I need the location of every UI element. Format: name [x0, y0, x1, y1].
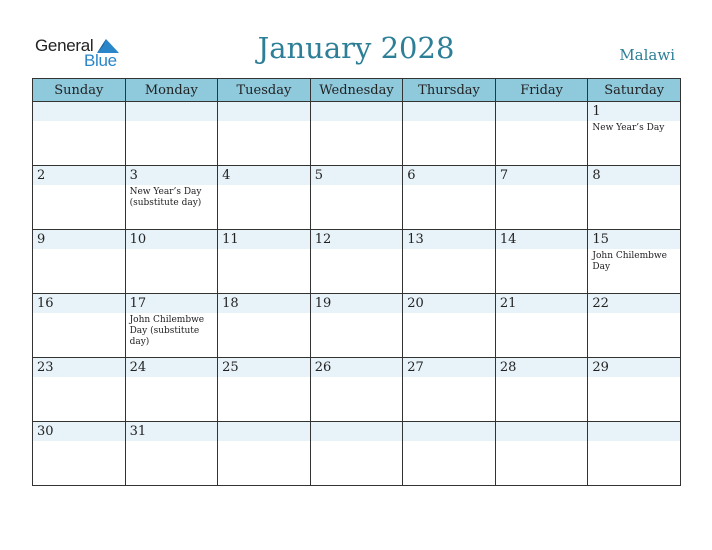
day-cell [218, 358, 311, 422]
week-row [33, 358, 681, 422]
day-number: 24 [129, 360, 147, 375]
day-cell [588, 166, 681, 230]
day-cell [33, 358, 126, 422]
day-cell [310, 230, 403, 294]
day-header-band [403, 166, 495, 185]
day-cell [125, 102, 218, 166]
day-cell [495, 294, 588, 358]
day-header-band [496, 102, 588, 121]
weekday-monday: Monday [125, 79, 218, 102]
weekday-tuesday: Tuesday [218, 79, 311, 102]
week-row [33, 102, 681, 166]
day-number: 25 [222, 360, 239, 375]
holiday-label: John Chilembwe Day (substitute day) [129, 315, 205, 347]
day-header-band [126, 102, 218, 121]
day-number: 10 [129, 232, 147, 247]
day-header-band [403, 422, 495, 441]
day-cell [310, 422, 403, 486]
day-cell [33, 294, 126, 358]
day-number: 8 [592, 168, 601, 183]
day-cell [403, 166, 496, 230]
day-cell [33, 230, 126, 294]
day-number: 15 [592, 232, 609, 247]
day-cell [588, 422, 681, 486]
day-cell [588, 294, 681, 358]
day-number: 6 [407, 168, 416, 183]
day-header-band [33, 166, 125, 185]
logo-general-text: General [35, 36, 94, 55]
day-number: 14 [499, 232, 517, 247]
day-header-band [588, 102, 680, 121]
day-number: 13 [407, 232, 424, 247]
day-cell [125, 358, 218, 422]
day-header-band [218, 102, 310, 121]
day-number: 12 [314, 232, 332, 247]
calendar-title: January 2028 [257, 31, 455, 65]
day-number: 7 [499, 168, 509, 183]
day-header-band [126, 166, 218, 185]
calendar-grid [32, 78, 681, 486]
day-number: 19 [314, 296, 332, 311]
day-number: 5 [314, 168, 323, 183]
day-number: 4 [222, 168, 231, 183]
weekday-saturday: Saturday [588, 79, 681, 102]
day-cell [495, 422, 588, 486]
day-header-band [311, 102, 403, 121]
day-cell [403, 422, 496, 486]
day-cell [218, 230, 311, 294]
day-header-band [33, 230, 125, 249]
day-cell [218, 294, 311, 358]
day-number: 21 [499, 296, 517, 311]
day-cell [125, 166, 218, 230]
day-cell [218, 102, 311, 166]
day-cell [588, 102, 681, 166]
day-header-band [403, 102, 495, 121]
day-cell [125, 230, 218, 294]
day-number: 9 [37, 232, 46, 247]
day-cell [495, 166, 588, 230]
holiday-label: New Year’s Day [592, 123, 665, 133]
holiday-label: New Year’s Day (substitute day) [129, 187, 202, 208]
day-number: 30 [37, 424, 54, 439]
day-cell [125, 422, 218, 486]
day-number: 18 [222, 296, 239, 311]
day-number: 29 [592, 360, 609, 375]
day-number: 27 [407, 360, 424, 375]
day-header-band [218, 166, 310, 185]
day-cell [310, 166, 403, 230]
day-cell [33, 166, 126, 230]
day-cell [403, 294, 496, 358]
day-header-band [496, 166, 588, 185]
day-number: 2 [37, 168, 46, 183]
week-row [33, 294, 681, 358]
day-cell [33, 102, 126, 166]
day-cell [588, 230, 681, 294]
weekday-friday: Friday [495, 79, 588, 102]
day-cell [403, 358, 496, 422]
day-header-band [218, 422, 310, 441]
day-number: 26 [314, 360, 332, 375]
day-header-band [588, 422, 680, 441]
day-header-band [311, 422, 403, 441]
day-cell [218, 166, 311, 230]
day-number: 3 [129, 168, 138, 183]
day-number: 11 [222, 232, 239, 247]
logo-blue-text: Blue [84, 51, 117, 70]
day-cell [588, 358, 681, 422]
weekday-thursday: Thursday [403, 79, 496, 102]
day-number: 17 [129, 296, 147, 311]
day-cell [495, 230, 588, 294]
day-number: 28 [499, 360, 517, 375]
day-cell [403, 102, 496, 166]
day-header-band [33, 102, 125, 121]
day-cell [218, 422, 311, 486]
week-row [33, 230, 681, 294]
day-cell [310, 294, 403, 358]
weekday-sunday: Sunday [33, 79, 126, 102]
week-row [33, 166, 681, 230]
day-cell [125, 294, 218, 358]
day-cell [310, 102, 403, 166]
day-cell [495, 102, 588, 166]
day-cell [33, 422, 126, 486]
day-header-band [496, 422, 588, 441]
holiday-label: John Chilembwe Day [592, 251, 667, 272]
day-number: 20 [407, 296, 424, 311]
day-cell [495, 358, 588, 422]
day-cell [403, 230, 496, 294]
day-number: 22 [592, 296, 609, 311]
day-header-band [588, 166, 680, 185]
weekday-header-row [33, 79, 681, 102]
day-header-band [311, 166, 403, 185]
day-cell [310, 358, 403, 422]
week-row [33, 422, 681, 486]
day-number: 31 [129, 424, 147, 439]
day-number: 23 [37, 360, 54, 375]
day-number: 16 [37, 296, 54, 311]
weekday-wednesday: Wednesday [310, 79, 403, 102]
day-number: 1 [592, 104, 601, 119]
country-label: Malawi [619, 46, 675, 64]
